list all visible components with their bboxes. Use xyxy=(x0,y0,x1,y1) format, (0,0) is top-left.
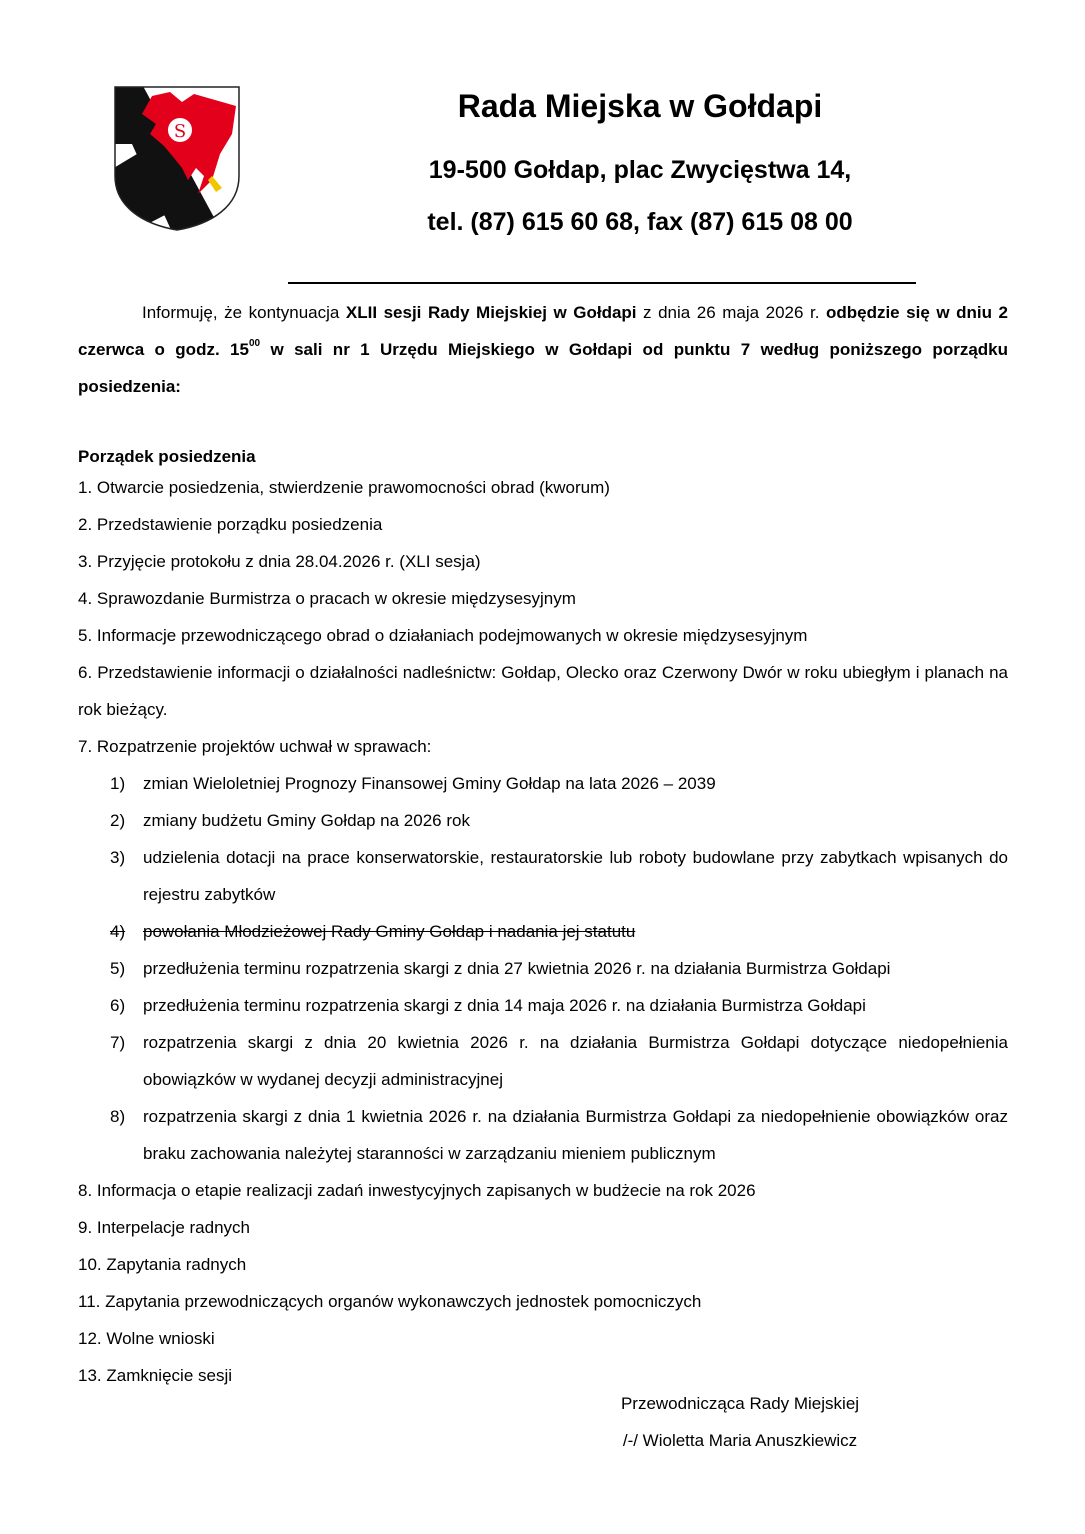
signature-role: Przewodnicząca Rady Miejskiej xyxy=(620,1394,860,1413)
intro-paragraph xyxy=(78,294,1008,405)
agenda-list xyxy=(78,469,1008,1394)
agenda-item: 1. Otwarcie posiedzenia, stwierdzenie prawomocności obrad (kworum) xyxy=(78,478,610,497)
header-divider xyxy=(288,282,916,284)
intro-session-name: XLII sesji Rady Miejskiej w Gołdapi xyxy=(345,303,637,322)
agenda-item: 12. Wolne wnioski xyxy=(78,1329,215,1348)
subitem-text: zmian Wieloletniej Prognozy Finansowej Gminy Gołdap na lata 2026 – 2039 xyxy=(143,774,716,793)
subitem-number: 1) xyxy=(110,774,126,793)
subitem-number: 4) xyxy=(110,922,126,941)
agenda-subitem xyxy=(78,839,1008,913)
agenda-item: 2. Przedstawienie porządku posiedzenia xyxy=(78,515,383,534)
subitem-text: rozpatrzenia skargi z dnia 20 kwietnia 2026 r. na działania Burmistrza Gołdapi dotyczące niedopełnienia obowiązków w wydanej decyzji administracyjnej xyxy=(143,1033,1008,1089)
agenda-subitem xyxy=(78,950,1008,987)
subitem-text: zmiany budżetu Gminy Gołdap na 2026 rok xyxy=(143,811,470,830)
subitem-text: przedłużenia terminu rozpatrzenia skargi z dnia 14 maja 2026 r. na działania Burmistrza Gołdapi xyxy=(143,996,866,1015)
subitem-text: powołania Młodzieżowej Rady Gminy Gołdap i nadania jej statutu xyxy=(143,922,636,941)
agenda-item: 5. Informacje przewodniczącego obrad o działaniach podejmowanych w okresie międzysesyjnym xyxy=(78,626,808,645)
agenda-item: 7. Rozpatrzenie projektów uchwał w sprawach: xyxy=(78,737,432,756)
agenda-subitem xyxy=(78,1098,1008,1172)
agenda-item: 4. Sprawozdanie Burmistrza o pracach w okresie międzysesyjnym xyxy=(78,589,576,608)
subitem-number: 3) xyxy=(110,848,126,867)
agenda-subitem xyxy=(78,1024,1008,1098)
subitem-text: przedłużenia terminu rozpatrzenia skargi z dnia 27 kwietnia 2026 r. na działania Burmistrza Gołdapi xyxy=(143,959,891,978)
agenda-subitem xyxy=(78,802,1008,839)
agenda-item: 11. Zapytania przewodniczących organów wykonawczych jednostek pomocniczych xyxy=(78,1292,702,1311)
intro-time-minutes: 00 xyxy=(248,338,261,350)
crest-letter: S xyxy=(173,121,187,142)
agenda-item: 13. Zamknięcie sesji xyxy=(78,1366,233,1385)
subitem-text: udzielenia dotacji na prace konserwatorskie, restauratorskie lub roboty budowlane przy zabytkach wpisanych do rejestru zabytków xyxy=(143,848,1008,904)
intro-date-time: odbędzie się w dniu 2 czerwca o godz. 15 xyxy=(78,303,1008,359)
subitem-number: 2) xyxy=(110,811,126,830)
page-title: Rada Miejska w Gołdapi xyxy=(457,88,823,124)
coat-of-arms-logo xyxy=(112,84,242,232)
subitem-number: 6) xyxy=(110,996,126,1015)
agenda-subitem-struck xyxy=(78,913,1008,950)
intro-text-1: Informuję, że kontynuacja xyxy=(142,303,346,322)
agenda-subitem xyxy=(78,765,1008,802)
agenda-heading: Porządek posiedzenia xyxy=(78,447,256,466)
agenda-item: 6. Przedstawienie informacji o działalności nadleśnictw: Gołdap, Olecko oraz Czerwony Dwór w roku ubiegłym i planach na rok bieżący. xyxy=(78,663,1008,719)
signature-name: /-/ Wioletta Maria Anuszkiewicz xyxy=(622,1431,858,1450)
subitem-number: 8) xyxy=(110,1107,126,1126)
phone-line: tel. (87) 615 60 68, fax (87) 615 08 00 xyxy=(427,208,853,236)
address-line: 19-500 Gołdap, plac Zwycięstwa 14, xyxy=(428,156,852,184)
agenda-item: 8. Informacja o etapie realizacji zadań inwestycyjnych zapisanych w budżecie na rok 2026 xyxy=(78,1181,756,1200)
agenda-item: 9. Interpelacje radnych xyxy=(78,1218,250,1237)
agenda-item: 3. Przyjęcie protokołu z dnia 28.04.2026 r. (XLI sesja) xyxy=(78,552,481,571)
intro-location: w sali nr 1 Urzędu Miejskiego w Gołdapi od punktu 7 według poniższego porządku posiedzenia: xyxy=(78,340,1008,396)
agenda-item: 10. Zapytania radnych xyxy=(78,1255,247,1274)
intro-text-2: z dnia 26 maja 2026 r. xyxy=(636,303,826,322)
agenda-subitem xyxy=(78,987,1008,1024)
subitem-number: 5) xyxy=(110,959,126,978)
subitem-number: 7) xyxy=(110,1033,126,1052)
subitem-text: rozpatrzenia skargi z dnia 1 kwietnia 2026 r. na działania Burmistrza Gołdapi za niedopełnienie obowiązków oraz braku zachowania należytej staranności w zarządzaniu mieniem publicznym xyxy=(143,1107,1008,1163)
